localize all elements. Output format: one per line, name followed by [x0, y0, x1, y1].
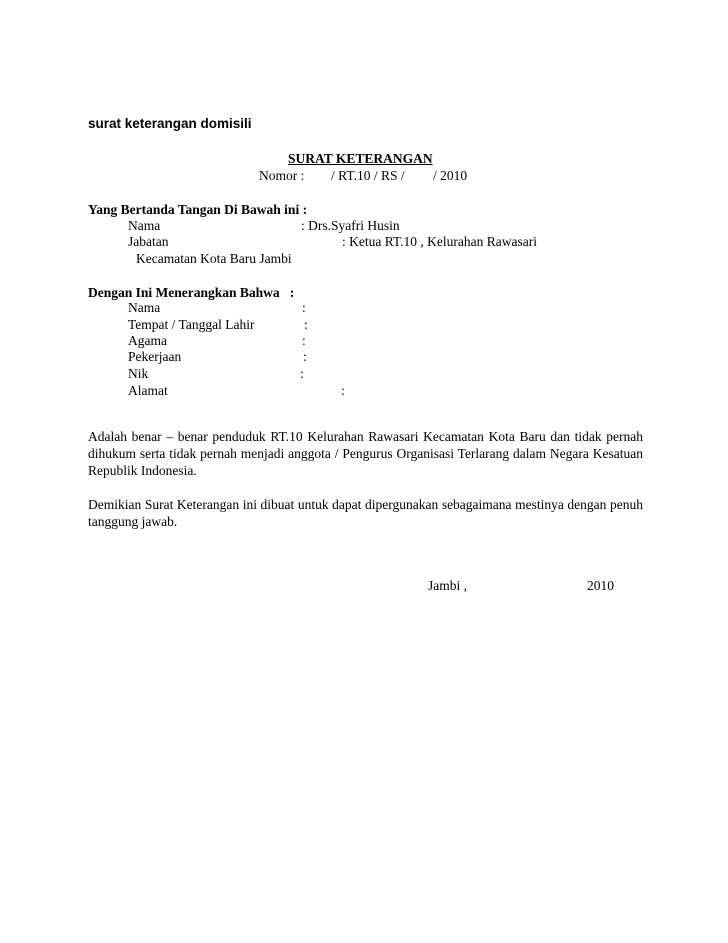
field-colon-agama: :: [302, 333, 306, 348]
field-label-agama: Agama: [128, 333, 167, 348]
nomor-rt: / RT.10 / RS /: [331, 168, 405, 183]
signature-place: Jambi ,: [428, 578, 467, 593]
field-colon-nama: :: [302, 300, 306, 315]
field-colon-pekerjaan: :: [303, 349, 307, 364]
field-label-nik: Nik: [128, 366, 149, 381]
field-colon-ttl: :: [304, 317, 308, 332]
nomor-label: Nomor :: [259, 168, 305, 183]
field-label-ttl: Tempat / Tanggal Lahir: [128, 317, 255, 332]
body-paragraph-2: Demikian Surat Keterangan ini dibuat untuk dapat dipergunakan sebagaimana mestinya dengan penuh tanggung jawab.: [88, 497, 643, 529]
field-label-nama: Nama: [128, 300, 161, 315]
signer-jabatan-continuation: Kecamatan Kota Baru Jambi: [136, 251, 292, 266]
nomor-year: / 2010: [433, 168, 468, 183]
signature-year: 2010: [587, 578, 614, 593]
field-colon-alamat: :: [341, 383, 345, 398]
body-paragraph-1: Adalah benar – benar penduduk RT.10 Kelurahan Rawasari Kecamatan Kota Baru dan tidak pernah dihukum serta tidak pernah menjadi anggota / Pengurus Organisasi Terlarang dalam Negara Kesatuan Republik Indonesia.: [88, 429, 643, 478]
signer-jabatan-label: Jabatan: [128, 234, 169, 249]
signer-nama-label: Nama: [128, 218, 161, 233]
document-title: surat keterangan domisili: [88, 116, 252, 131]
signer-nama-value: : Drs.Syafri Husin: [301, 218, 400, 233]
signer-heading: Yang Bertanda Tangan Di Bawah ini :: [88, 202, 308, 217]
field-label-alamat: Alamat: [128, 383, 168, 398]
letter-heading: SURAT KETERANGAN: [288, 151, 433, 166]
subject-heading: Dengan Ini Menerangkan Bahwa :: [88, 285, 295, 300]
field-colon-nik: :: [300, 366, 304, 381]
field-label-pekerjaan: Pekerjaan: [128, 349, 182, 364]
signer-jabatan-value: : Ketua RT.10 , Kelurahan Rawasari: [342, 234, 537, 249]
